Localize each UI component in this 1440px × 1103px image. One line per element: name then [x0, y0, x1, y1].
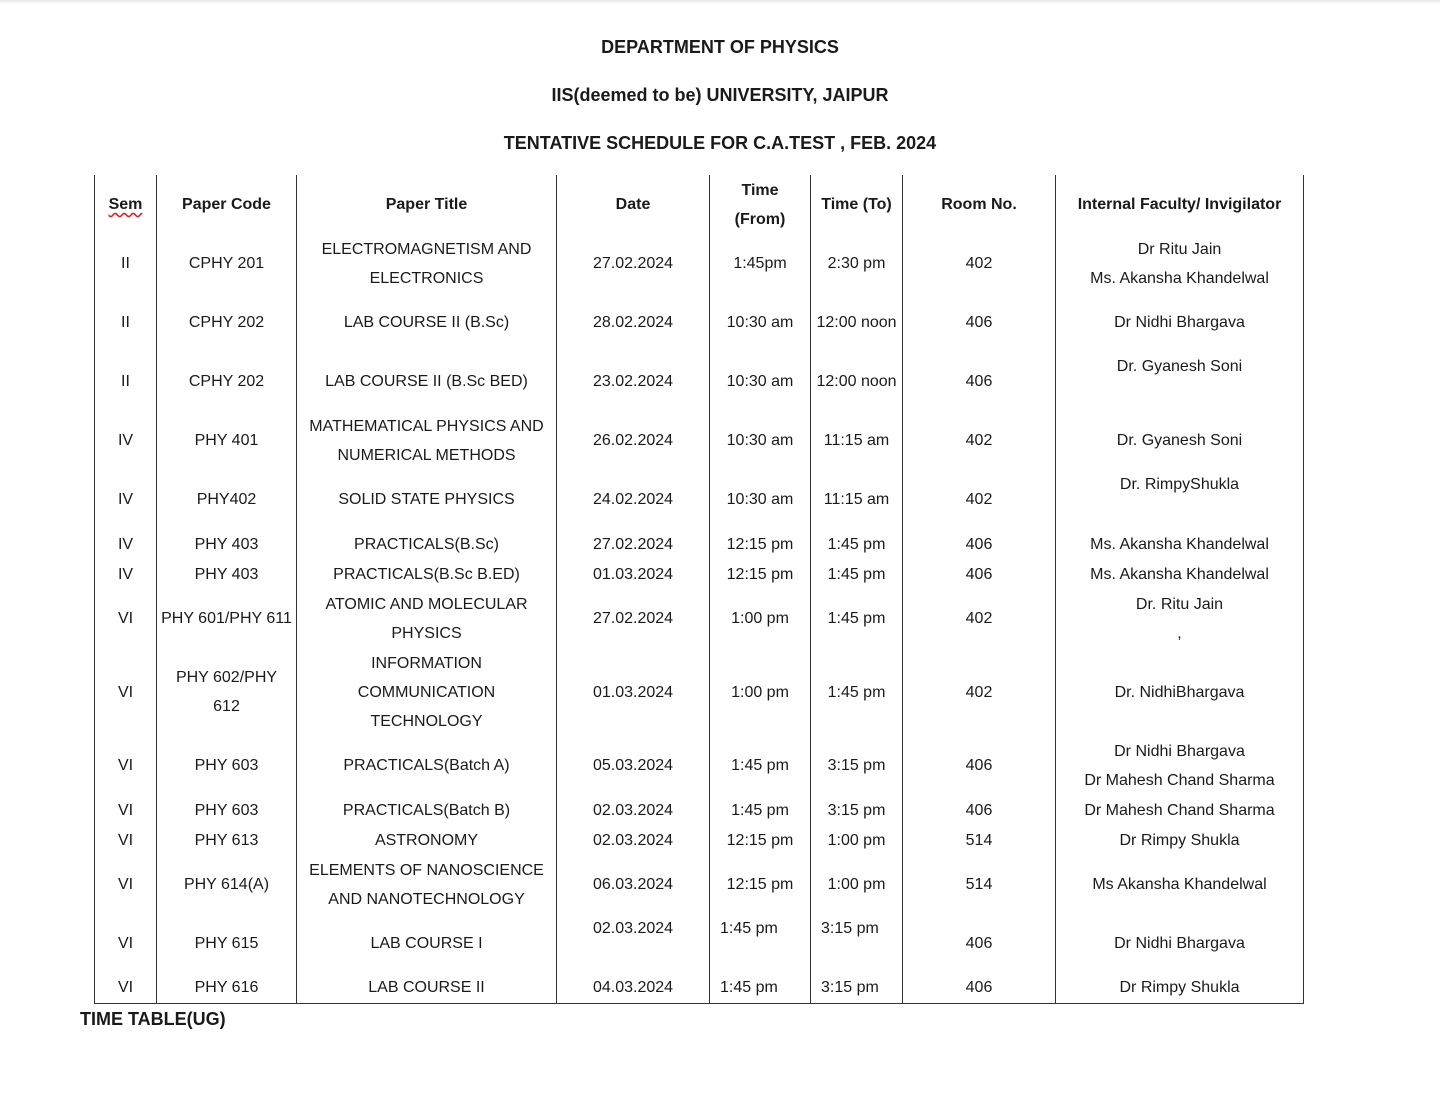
cell-paper-title: LAB COURSE II (B.Sc): [297, 293, 557, 352]
cell-paper-title: LAB COURSE II (B.Sc BED): [297, 352, 557, 411]
cell-room: 402: [903, 470, 1056, 529]
table-row: [95, 589, 1304, 648]
header-row: [95, 175, 1304, 234]
cell-room: 406: [903, 795, 1056, 825]
cell-faculty: Dr. Gyanesh Soni: [1056, 352, 1304, 411]
faculty-name: Dr Ritu Jain: [1137, 240, 1222, 258]
cell-time-from: 12:15 pm: [710, 855, 811, 914]
cell-room: 406: [903, 973, 1056, 1003]
cell-time-to: 12:00 noon: [811, 293, 903, 352]
cell-paper-code: PHY 615: [157, 914, 297, 973]
cell-date: 02.03.2024: [557, 914, 710, 973]
cell-date: 28.02.2024: [557, 293, 710, 352]
cell-paper-code: PHY 403: [157, 559, 297, 589]
cell-room: 514: [903, 825, 1056, 855]
cell-time-to: 2:30 pm: [811, 234, 903, 293]
cell-date: 24.02.2024: [557, 470, 710, 529]
schedule-title: TENTATIVE SCHEDULE FOR C.A.TEST , FEB. 2024: [503, 133, 937, 153]
cell-date: 02.03.2024: [557, 795, 710, 825]
header-date: Date: [557, 175, 710, 234]
cell-date: 02.03.2024: [557, 825, 710, 855]
cell-paper-code: PHY 614(A): [157, 855, 297, 914]
cell-paper-title: LAB COURSE II: [297, 973, 557, 1003]
cell-time-to: 11:15 am: [811, 411, 903, 470]
cell-faculty: [1056, 234, 1304, 293]
faculty-name: Ms. Akansha Khandelwal: [1090, 269, 1269, 287]
cell-paper-code: CPHY 202: [157, 293, 297, 352]
cell-date: 27.02.2024: [557, 589, 710, 648]
table-row: [95, 736, 1304, 795]
cell-sem: VI: [95, 825, 157, 855]
cell-paper-title: ELECTROMAGNETISM AND ELECTRONICS: [297, 234, 557, 293]
cell-sem: VI: [95, 795, 157, 825]
cell-date: 27.02.2024: [557, 234, 710, 293]
cell-faculty: Ms. Akansha Khandelwal: [1056, 559, 1304, 589]
header-time-from: Time (From): [710, 175, 811, 234]
cell-room: 402: [903, 411, 1056, 470]
cell-paper-title: PRACTICALS(B.Sc): [297, 529, 557, 559]
table-row: [95, 795, 1304, 825]
cell-paper-title: INFORMATION COMMUNICATION TECHNOLOGY: [297, 648, 557, 736]
header-paper-code: Paper Code: [157, 175, 297, 234]
cell-time-to: 1:45 pm: [811, 648, 903, 736]
table-row: [95, 293, 1304, 352]
cell-time-to: 11:15 am: [811, 470, 903, 529]
cell-sem: IV: [95, 470, 157, 529]
cell-paper-code: PHY 616: [157, 973, 297, 1003]
cell-date: 26.02.2024: [557, 411, 710, 470]
cell-time-to: 1:00 pm: [811, 825, 903, 855]
table-row: [95, 234, 1304, 293]
cell-sem: II: [95, 293, 157, 352]
cell-sem: IV: [95, 411, 157, 470]
cell-date: 23.02.2024: [557, 352, 710, 411]
cell-paper-title: ATOMIC AND MOLECULAR PHYSICS: [297, 589, 557, 648]
faculty-name: Dr Nidhi Bhargava: [1114, 742, 1245, 760]
table-row: [95, 352, 1304, 411]
cell-paper-title: SOLID STATE PHYSICS: [297, 470, 557, 529]
faculty-name: Dr. Ritu Jain: [1135, 595, 1224, 613]
cell-time-to: 3:15 pm: [811, 795, 903, 825]
cell-faculty: Dr Rimpy Shukla: [1056, 825, 1304, 855]
cell-faculty: Dr Nidhi Bhargava: [1056, 293, 1304, 352]
header-sem: Sem: [95, 175, 157, 234]
table-row: [95, 529, 1304, 559]
faculty-name: Dr Mahesh Chand Sharma: [1084, 771, 1275, 789]
cell-sem: VI: [95, 973, 157, 1003]
cell-date: 05.03.2024: [557, 736, 710, 795]
header-paper-title: Paper Title: [297, 175, 557, 234]
university-heading: IIS(deemed to be) UNIVERSITY, JAIPUR: [551, 85, 889, 105]
cell-sem: IV: [95, 559, 157, 589]
page-top-edge: [0, 0, 1440, 4]
faculty-name: ,: [1177, 624, 1182, 642]
table-row: [95, 973, 1304, 1003]
cell-sem: II: [95, 234, 157, 293]
cell-faculty: [1056, 736, 1304, 795]
cell-time-to: 1:45 pm: [811, 589, 903, 648]
cell-time-from: 10:30 am: [710, 470, 811, 529]
schedule-table: [94, 175, 1304, 1004]
cell-room: 514: [903, 855, 1056, 914]
cell-paper-title: PRACTICALS(Batch B): [297, 795, 557, 825]
cell-date: 01.03.2024: [557, 648, 710, 736]
cell-time-from: 1:45 pm: [710, 795, 811, 825]
cell-faculty: Dr. RimpyShukla: [1056, 470, 1304, 529]
cell-paper-title: ELEMENTS OF NANOSCIENCE AND NANOTECHNOLOGY: [297, 855, 557, 914]
table-row: [95, 855, 1304, 914]
cell-time-from: 10:30 am: [710, 411, 811, 470]
cell-time-from: 1:45 pm: [710, 914, 811, 973]
cell-room: 406: [903, 736, 1056, 795]
cell-room: 406: [903, 914, 1056, 973]
cell-date: 27.02.2024: [557, 529, 710, 559]
cell-date: 01.03.2024: [557, 559, 710, 589]
cell-faculty: Ms. Akansha Khandelwal: [1056, 529, 1304, 559]
cell-paper-code: PHY 613: [157, 825, 297, 855]
cell-faculty: Dr Nidhi Bhargava: [1056, 914, 1304, 973]
cell-time-to: 3:15 pm: [811, 973, 903, 1003]
cell-sem: VI: [95, 914, 157, 973]
time-table-label: TIME TABLE(UG): [80, 1009, 226, 1029]
cell-paper-code: PHY 403: [157, 529, 297, 559]
cell-time-to: 3:15 pm: [811, 736, 903, 795]
cell-room: 402: [903, 648, 1056, 736]
table-row: [95, 914, 1304, 973]
header-room: Room No.: [903, 175, 1056, 234]
cell-time-from: 1:45pm: [710, 234, 811, 293]
cell-sem: VI: [95, 855, 157, 914]
cell-sem: IV: [95, 529, 157, 559]
cell-paper-title: ASTRONOMY: [297, 825, 557, 855]
cell-time-from: 12:15 pm: [710, 529, 811, 559]
cell-sem: VI: [95, 648, 157, 736]
cell-paper-code: CPHY 201: [157, 234, 297, 293]
cell-paper-code: PHY 601/PHY 611: [157, 589, 297, 648]
cell-paper-code: PHY402: [157, 470, 297, 529]
cell-sem: VI: [95, 589, 157, 648]
cell-time-to: 12:00 noon: [811, 352, 903, 411]
cell-room: 406: [903, 293, 1056, 352]
cell-faculty: Dr. Gyanesh Soni: [1056, 411, 1304, 470]
cell-time-from: 10:30 am: [710, 293, 811, 352]
cell-time-to: 1:45 pm: [811, 529, 903, 559]
cell-date: 06.03.2024: [557, 855, 710, 914]
cell-faculty: [1056, 589, 1304, 648]
department-heading: DEPARTMENT OF PHYSICS: [601, 37, 839, 57]
cell-paper-code: CPHY 202: [157, 352, 297, 411]
cell-date: 04.03.2024: [557, 973, 710, 1003]
cell-room: 406: [903, 352, 1056, 411]
cell-paper-title: MATHEMATICAL PHYSICS AND NUMERICAL METHODS: [297, 411, 557, 470]
header-time-to: Time (To): [811, 175, 903, 234]
table-row: [95, 648, 1304, 736]
cell-faculty: Dr Mahesh Chand Sharma: [1056, 795, 1304, 825]
cell-faculty: Dr Rimpy Shukla: [1056, 973, 1304, 1003]
cell-room: 402: [903, 234, 1056, 293]
cell-paper-title: PRACTICALS(B.Sc B.ED): [297, 559, 557, 589]
cell-paper-code: PHY 602/PHY 612: [157, 648, 297, 736]
table-row: [95, 559, 1304, 589]
cell-paper-code: PHY 401: [157, 411, 297, 470]
cell-paper-title: PRACTICALS(Batch A): [297, 736, 557, 795]
cell-sem: II: [95, 352, 157, 411]
table-row: [95, 411, 1304, 470]
cell-faculty: Dr. NidhiBhargava: [1056, 648, 1304, 736]
table-row: [95, 825, 1304, 855]
cell-room: 406: [903, 559, 1056, 589]
cell-time-to: 1:45 pm: [811, 559, 903, 589]
cell-paper-title: LAB COURSE I: [297, 914, 557, 973]
cell-time-from: 1:00 pm: [710, 589, 811, 648]
cell-faculty: Ms Akansha Khandelwal: [1056, 855, 1304, 914]
cell-time-from: 12:15 pm: [710, 559, 811, 589]
cell-sem: VI: [95, 736, 157, 795]
cell-time-from: 1:00 pm: [710, 648, 811, 736]
cell-time-from: 12:15 pm: [710, 825, 811, 855]
cell-paper-code: PHY 603: [157, 795, 297, 825]
cell-room: 402: [903, 589, 1056, 648]
cell-time-to: 3:15 pm: [811, 914, 903, 973]
cell-room: 406: [903, 529, 1056, 559]
cell-time-from: 1:45 pm: [710, 736, 811, 795]
cell-time-to: 1:00 pm: [811, 855, 903, 914]
cell-time-from: 1:45 pm: [710, 973, 811, 1003]
header-faculty: Internal Faculty/ Invigilator: [1056, 175, 1304, 234]
table-row: [95, 470, 1304, 529]
cell-paper-code: PHY 603: [157, 736, 297, 795]
cell-time-from: 10:30 am: [710, 352, 811, 411]
